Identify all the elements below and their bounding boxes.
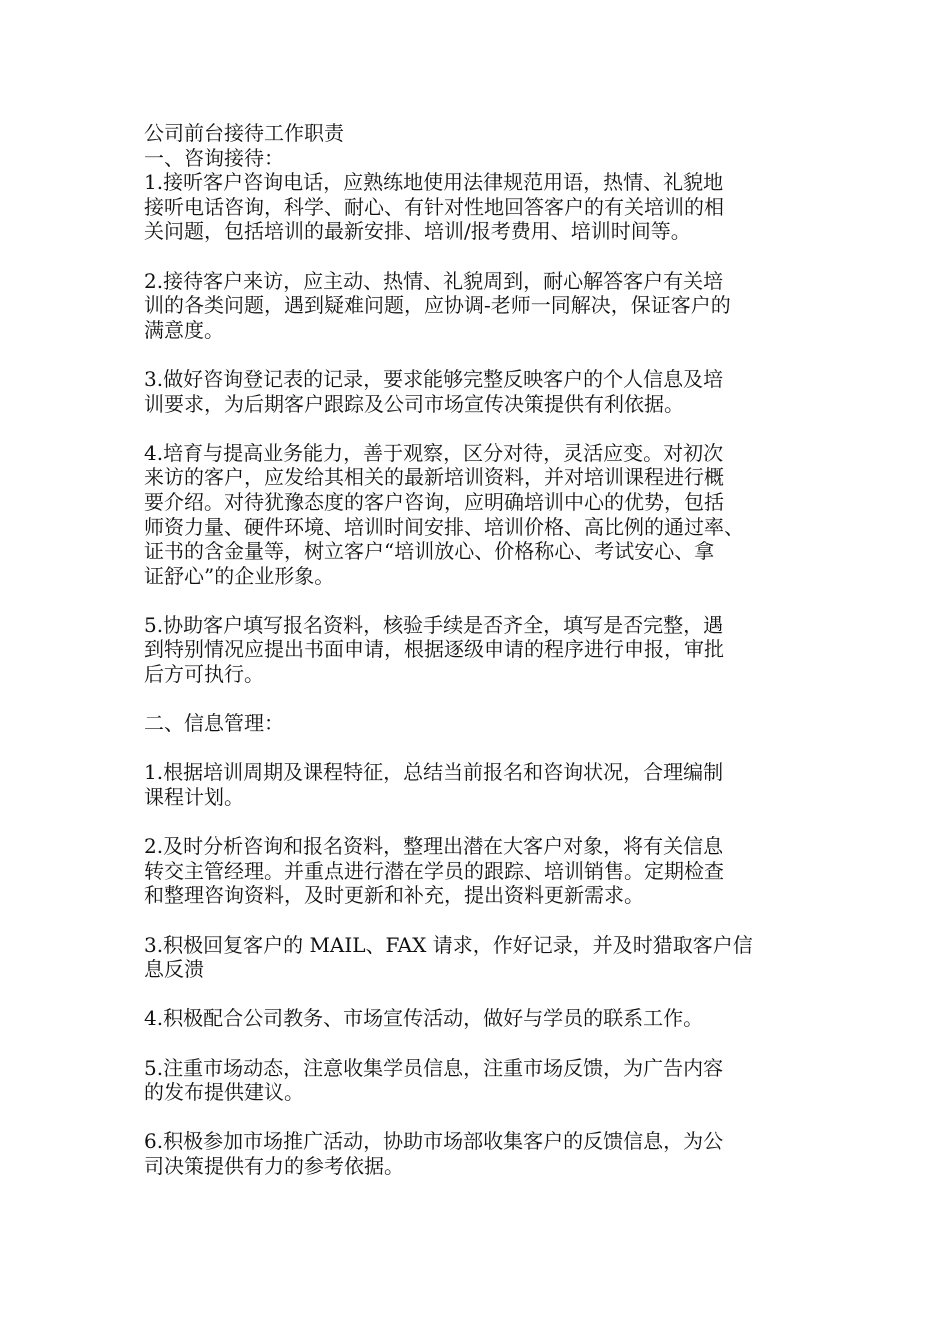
paragraph-line: 1.根据培训周期及课程特征，总结当前报名和咨询状况，合理编制 — [144, 760, 724, 785]
document-title: 公司前台接待工作职责 — [144, 121, 344, 145]
paragraph-line: 5.注重市场动态，注意收集学员信息，注重市场反馈，为广告内容 — [144, 1055, 724, 1080]
paragraph-line: 的发布提供建议。 — [144, 1080, 304, 1105]
paragraph-line: 满意度。 — [144, 317, 224, 342]
paragraph-line: 5.协助客户填写报名资料，核验手续是否齐全，填写是否完整，遇 — [144, 612, 724, 637]
paragraph-line: 关问题，包括培训的最新安排、培训/报考费用、培训时间等。 — [144, 219, 691, 244]
paragraph — [144, 367, 810, 416]
paragraph-line: 后方可执行。 — [144, 662, 264, 687]
paragraph-line: 训的各类问题，遇到疑难问题，应协调-老师一同解决，保证客户的 — [144, 293, 731, 318]
paragraph-line: 证舒心”的企业形象。 — [144, 563, 335, 588]
paragraph — [144, 1129, 810, 1178]
paragraph — [144, 1006, 810, 1031]
paragraph — [144, 834, 810, 908]
section-heading-consultation: 一、咨询接待： — [144, 145, 284, 170]
paragraph-line: 司决策提供有力的参考依据。 — [144, 1153, 404, 1178]
paragraph — [144, 760, 810, 809]
paragraph-line: 接听电话咨询，科学、耐心、有针对性地回答客户的有关培训的相 — [144, 194, 724, 219]
paragraph — [144, 933, 810, 982]
section-heading-information: 二、信息管理： — [144, 711, 284, 736]
paragraph-line: 1.接听客户咨询电话，应熟练地使用法律规范用语，热情、礼貌地 — [144, 170, 724, 195]
paragraph-line: 4.培育与提高业务能力，善于观察，区分对待，灵活应变。对初次 — [144, 440, 724, 465]
paragraph-line: 训要求，为后期客户跟踪及公司市场宣传决策提供有利依据。 — [144, 391, 684, 416]
paragraph-line: 3.做好咨询登记表的记录，要求能够完整反映客户的个人信息及培 — [144, 366, 724, 391]
paragraph-line: 课程计划。 — [144, 785, 244, 810]
paragraph — [144, 1056, 810, 1105]
paragraph-line: 到特别情况应提出书面申请，根据逐级申请的程序进行申报，审批 — [144, 637, 724, 662]
paragraph-line: 2.及时分析咨询和报名资料，整理出潜在大客户对象，将有关信息 — [144, 834, 724, 859]
paragraph-line: 转交主管经理。并重点进行潜在学员的跟踪、培训销售。定期检查 — [144, 858, 724, 883]
paragraph-line: 要介绍。对待犹豫态度的客户咨询，应明确培训中心的优势，包括 — [144, 489, 724, 514]
paragraph — [144, 441, 810, 589]
paragraph-line: 息反溃 — [144, 957, 204, 982]
paragraph-line: 师资力量、硬件环境、培训时间安排、培训价格、高比例的通过率、 — [144, 514, 744, 539]
paragraph-line: 3.积极回复客户的 MAIL、FAX 请求，作好记录，并及时猎取客户信 — [144, 932, 753, 957]
paragraph — [144, 269, 810, 343]
document-page — [144, 121, 810, 1179]
paragraph — [144, 170, 810, 244]
paragraph-line: 6.积极参加市场推广活动，协助市场部收集客户的反馈信息，为公 — [144, 1129, 724, 1154]
paragraph-line: 4.积极配合公司教务、市场宣传活动，做好与学员的联系工作。 — [144, 1006, 704, 1031]
paragraph-line: 2.接待客户来访，应主动、热情、礼貌周到，耐心解答客户有关培 — [144, 268, 724, 293]
paragraph — [144, 613, 810, 687]
paragraph-line: 来访的客户，应发给其相关的最新培训资料，并对培训课程进行概 — [144, 465, 724, 490]
paragraph-line: 证书的含金量等，树立客户“培训放心、价格称心、考试安心、拿 — [144, 539, 715, 564]
paragraph-line: 和整理咨询资料，及时更新和补充，提出资料更新需求。 — [144, 883, 644, 908]
